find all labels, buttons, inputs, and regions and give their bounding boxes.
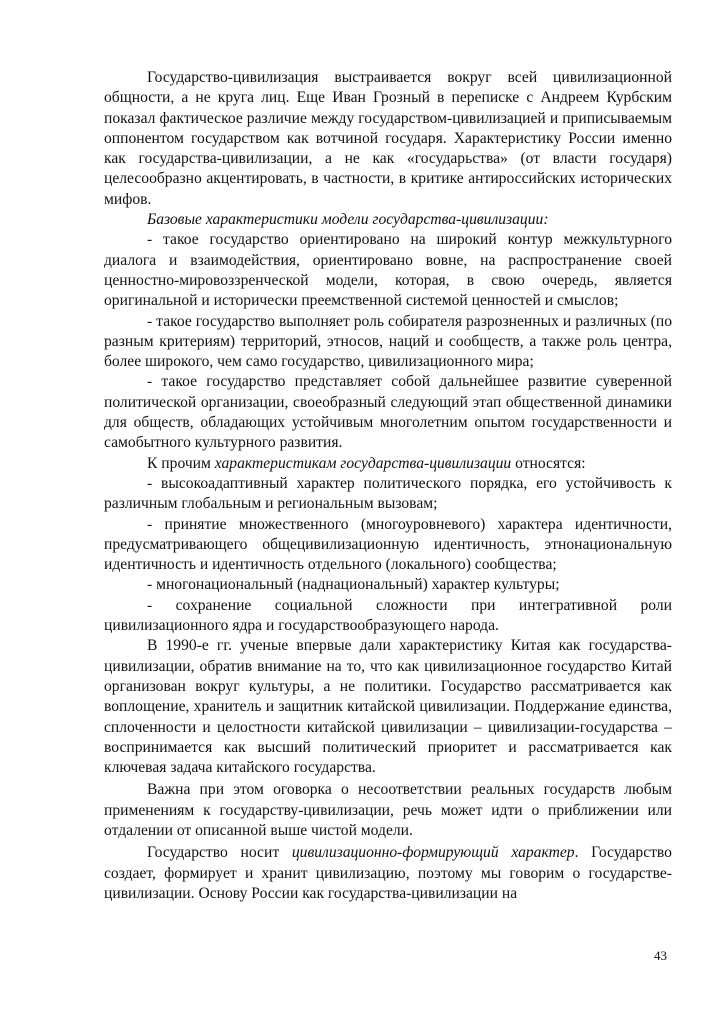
- china-paragraph: В 1990-е гг. ученые впервые дали характеристику Китая как государства-цивилизации, обратив внимание на то, что как цивилизационное государство Китай организован вокруг культуры, а не политики. Государство рассматривается как воплощение, хранитель и защитник китайской цивилизации. Поддержание единства, сплоченности и целостности китайской цивилизации – цивилизации-государства – воспринимается как высший политический приоритет и рассматривается как ключевая задача китайского государства.: [104, 637, 672, 777]
- final-italic: цивилизационно-формирующий характер: [291, 844, 575, 862]
- other-intro-before: К прочим: [147, 454, 215, 472]
- caveat-paragraph: Важна при этом оговорка о несоответствии реальных государств любым применениям к государству-цивилизации, речь может идти о приближении или отдалении от описанной выше чистой модели.: [104, 781, 672, 839]
- base-characteristic-item: - такое государство представляет собой дальнейшее развитие суверенной политической организации, своеобразный следующий этап общественной динамики для обществ, обладающих устойчивым многолетним опытом государственности и самобытного культурного развития.: [104, 373, 672, 452]
- base-characteristic-item: - такое государство ориентировано на широкий контур межкультурного диалога и взаимодействия, ориентировано вовне, на распространение своей ценностно-мировоззренческой модели, которая, в свою очередь, является оригинальной и исторически преемственной системой ценностей и смыслов;: [104, 231, 672, 310]
- other-characteristic-item: - высокоадаптивный характер политического порядка, его устойчивость к различным глобальным и региональным вызовам;: [104, 474, 672, 513]
- base-characteristics-heading: Базовые характеристики модели государства-цивилизации:: [147, 211, 549, 229]
- other-intro-after: относятся:: [511, 454, 586, 472]
- page-number: 43: [654, 948, 667, 963]
- intro-paragraph: Государство-цивилизация выстраивается вокруг всей цивилизационной общности, а не круга лиц. Еще Иван Грозный в переписке с Андреем Курбским показал фактическое различие между государством-цивилизацией и приписываемым оппонентом государством как вотчиной государя. Характеристику России именно как государства-цивилизации, а не как «государьства» (от власти государя) целесообразно акцентировать, в частности, в критике антироссийских исторических мифов.: [104, 69, 672, 208]
- other-characteristics-heading: [104, 454, 672, 474]
- other-characteristic-item: - принятие множественного (многоуровневого) характера идентичности, предусматривающего общецивилизационную идентичность, этнонациональную идентичность и идентичность отдельного (локального) сообщества;: [104, 515, 672, 574]
- page-body: [104, 68, 672, 904]
- final-paragraph: [104, 843, 672, 904]
- final-after: . Государство создает, формирует и хранит цивилизацию, поэтому мы говорим о государстве-цивилизации. Основу России как государства-цивилизации на: [104, 844, 672, 902]
- final-before: Государство носит: [147, 844, 292, 862]
- other-intro-italic: характеристикам государства-цивилизации: [214, 454, 512, 472]
- other-characteristic-item: - сохранение социальной сложности при интегративной роли цивилизационного ядра и государствообразующего народа.: [104, 596, 672, 635]
- other-characteristic-item: - многонациональный (наднациональный) характер культуры;: [147, 576, 560, 594]
- base-characteristic-item: - такое государство выполняет роль собирателя разрозненных и различных (по разным критериям) территорий, этносов, наций и сообществ, а также роль центра, более широкого, чем само государство, цивилизационного мира;: [104, 312, 672, 371]
